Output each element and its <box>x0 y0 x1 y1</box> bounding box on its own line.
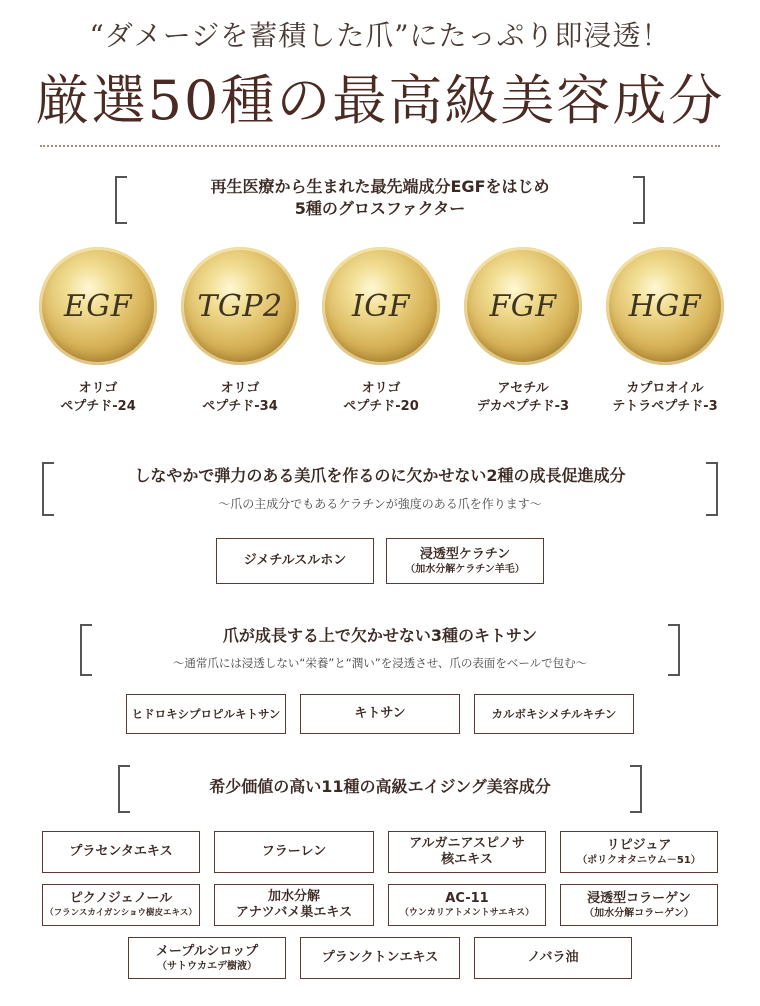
ingredient-subname: （ウンカリアトメントサエキス） <box>399 907 535 918</box>
ingredient-subname: （加水分解コラーゲン） <box>584 907 694 919</box>
page-subtitle: “ダメージを蓄積した爪”にたっぷり即浸透！ <box>89 19 671 52</box>
ingredient-name: リピジュア <box>606 837 672 853</box>
section1-heading-line1: 再生医療から生まれた最先端成分EGFをはじめ <box>210 177 550 196</box>
coin-fgf-caption <box>453 380 593 416</box>
ingredient-name: AC-11 <box>445 890 489 906</box>
ingredient-name: カルボキシメチルキチン <box>491 707 617 721</box>
coin-egf-label: EGF <box>63 288 133 324</box>
section3-note: ～通常爪には浸透しない“栄養”と“潤い”を浸透させ、爪の表面をベールで包む～ <box>172 656 588 670</box>
caption-line: アセチル <box>497 381 549 396</box>
ingredient-name: キトサン <box>354 706 406 721</box>
ingredient-name-line2: アナツバメ巣エキス <box>235 905 353 920</box>
ingredient-subname: （フランスカイガンショウ樹皮エキス） <box>45 907 197 918</box>
caption-line: カプロオイル <box>626 381 704 396</box>
coin-igf-caption <box>311 380 451 416</box>
ingredient-box <box>216 538 374 584</box>
bracket-left <box>42 462 54 516</box>
caption-line: ペプチド-24 <box>60 399 136 414</box>
ingredient-box <box>388 884 546 926</box>
section2-note: ～爪の主成分でもあるケラチンが強度のある爪を作ります～ <box>218 497 542 511</box>
ingredient-box <box>474 694 634 734</box>
bracket-left <box>118 765 130 813</box>
caption-line: デカペプチド-3 <box>476 399 570 414</box>
coin-igf-label: IGF <box>351 288 411 324</box>
page-title: 厳選50種の最高級美容成分 <box>35 69 725 132</box>
ingredient-box <box>128 937 286 979</box>
ingredient-box <box>474 937 632 979</box>
section1-heading-line2: 5種のグロスファクター <box>294 199 466 218</box>
section3-heading: 爪が成長する上で欠かせない3種のキトサン <box>222 626 538 645</box>
ingredient-box <box>386 538 544 584</box>
coin-egf-icon <box>39 247 157 365</box>
coin-hgf-icon <box>606 247 724 365</box>
ingredient-box <box>42 884 200 926</box>
bracket-right <box>630 765 642 813</box>
ingredient-name: ヒドロキシプロピルキトサン <box>131 707 281 721</box>
ingredient-name: 浸透型コラーゲン <box>587 890 691 906</box>
coin-tgp2-icon <box>181 247 299 365</box>
ingredient-box <box>300 937 460 979</box>
coin-tgp2-caption <box>170 380 310 416</box>
coin-fgf-icon <box>464 247 582 365</box>
ingredient-box <box>300 694 460 734</box>
caption-line: ペプチド-20 <box>343 399 419 414</box>
caption-line: テトラペプチド-3 <box>612 399 718 414</box>
bracket-right <box>633 176 645 224</box>
caption-line: オリゴ <box>361 381 401 396</box>
ingredient-subname: （サトウカエデ樹液） <box>157 960 257 972</box>
ingredient-name: ノバラ油 <box>527 950 579 965</box>
ingredient-name: 加水分解 <box>267 889 320 904</box>
ingredient-box <box>214 831 374 873</box>
ingredient-name: ピクノジェノール <box>69 890 173 906</box>
dotted-divider <box>40 145 720 147</box>
ingredient-name: ジメチルスルホン <box>243 553 347 568</box>
coin-hgf-caption <box>595 380 735 416</box>
ingredient-name: プラセンタエキス <box>69 844 173 859</box>
ingredient-box <box>126 694 286 734</box>
ingredient-name: メープルシロップ <box>155 943 259 959</box>
ingredient-box <box>560 831 718 873</box>
section1-heading <box>130 176 630 220</box>
ingredient-box <box>560 884 718 926</box>
ingredient-box <box>42 831 200 873</box>
ingredient-name: フラーレン <box>261 844 327 859</box>
ingredient-name: 浸透型ケラチン <box>419 546 511 562</box>
ingredient-subname: （加水分解ケラチン羊毛） <box>405 563 525 575</box>
coin-hgf-label: HGF <box>628 288 702 324</box>
ingredient-subname: （ポリクオタニウム－51） <box>577 854 701 866</box>
coin-tgp2-label: TGP2 <box>197 288 283 324</box>
section4-heading: 希少価値の高い11種の高級エイジング美容成分 <box>209 777 551 796</box>
bracket-left <box>115 176 127 224</box>
ingredient-name: アルガニアスピノサ <box>409 836 525 851</box>
ingredient-name: プランクトンエキス <box>321 950 439 965</box>
ingredient-box <box>214 884 374 926</box>
ingredient-box <box>388 831 546 873</box>
coin-fgf-label: FGF <box>489 288 557 324</box>
coin-egf-caption <box>28 380 168 416</box>
section2-heading: しなやかで弾力のある美爪を作るのに欠かせない2種の成長促進成分 <box>134 466 626 485</box>
caption-line: オリゴ <box>78 381 118 396</box>
bracket-right <box>706 462 718 516</box>
caption-line: オリゴ <box>220 381 260 396</box>
ingredient-name-line2: 核エキス <box>441 852 493 867</box>
caption-line: ペプチド-34 <box>202 399 278 414</box>
coin-igf-icon <box>322 247 440 365</box>
